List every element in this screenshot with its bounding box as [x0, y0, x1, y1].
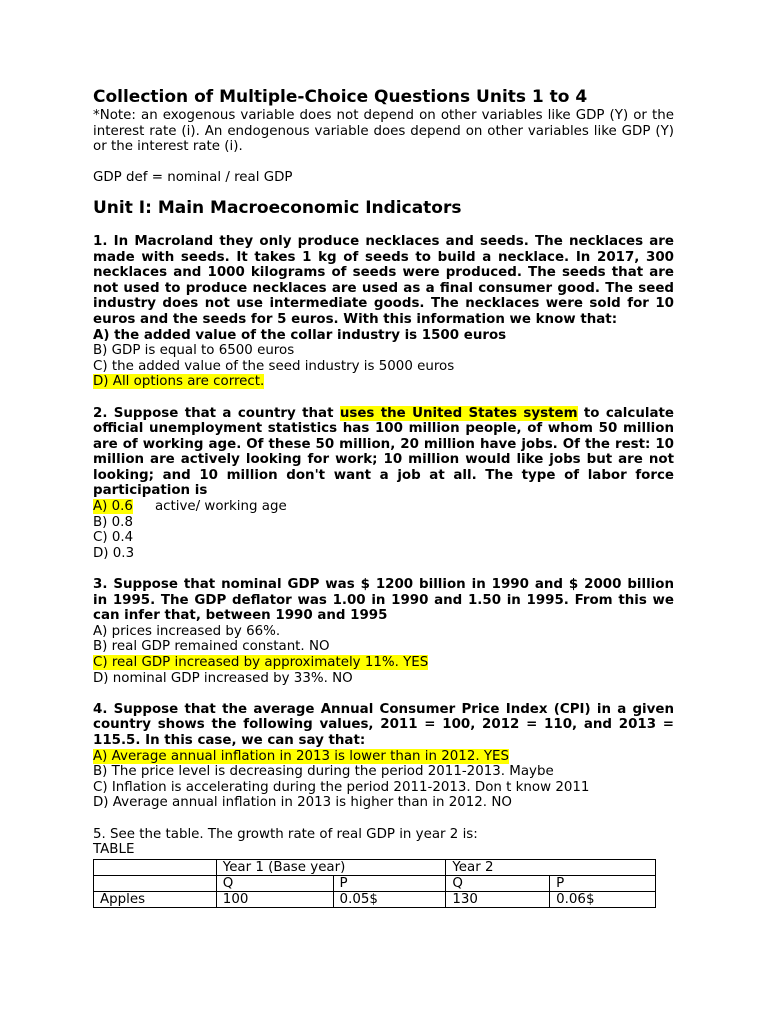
table-cell-item: Apples	[94, 891, 217, 907]
question-5-stem: 5. See the table. The growth rate of real GDP in year 2 is:	[93, 826, 478, 842]
table-row	[94, 875, 656, 891]
table-header-q: Q	[216, 875, 333, 891]
table-label: TABLE	[93, 842, 135, 858]
question-2-stem: 2. Suppose that a country that uses the United States system to calculate official unemployment statistics has 100 million people, of whom 50 million are of working age. Of these 50 million, 20 million have jobs. Of the rest: 10 million are actively looking for work; 10 million would like jobs but are not looking; and 10 million don't want a job at all. The type of labor force participation is	[93, 405, 674, 499]
question-2-option-c: C) 0.4	[93, 530, 134, 546]
table-cell: 100	[216, 891, 333, 907]
question-3-stem: 3. Suppose that nominal GDP was $ 1200 billion in 1990 and $ 2000 billion in 1995. The GDP deflator was 1.00 in 1990 and 1.50 in 1995. From this we can infer that, between 1990 and 1995	[93, 577, 674, 624]
question-3-option-c: C) real GDP increased by approximately 11%. YES	[93, 655, 429, 670]
question-2-option-b: B) 0.8	[93, 514, 133, 530]
table-cell: 130	[446, 891, 550, 907]
question-4-option-d: D) Average annual inflation in 2013 is higher than in 2012. NO	[93, 795, 512, 811]
question-2-option-a: A) 0.6	[93, 499, 133, 515]
table-row	[94, 891, 656, 907]
table-header-p: P	[550, 875, 656, 891]
document-title: Collection of Multiple-Choice Questions Units 1 to 4	[93, 87, 588, 107]
question-4-option-b: B) The price level is decreasing during the period 2011-2013. Maybe	[93, 764, 554, 780]
table-cell: 0.06$	[550, 891, 656, 907]
unit-heading: Unit I: Main Macroeconomic Indicators	[93, 197, 462, 218]
highlighted-phrase: uses the United States system	[339, 405, 578, 421]
question-4-option-a: A) Average annual inflation in 2013 is lower than in 2012. YES	[93, 748, 509, 764]
question-1-option-d: D) All options are correct.	[93, 374, 265, 390]
question-3-option-a: A) prices increased by 66%.	[93, 623, 281, 639]
question-3-option-d: D) nominal GDP increased by 33%. NO	[93, 670, 353, 686]
question-1-option-c: C) the added value of the seed industry is 5000 euros	[93, 358, 455, 374]
table-cell: 0.05$	[333, 891, 446, 907]
table-header-q: Q	[446, 875, 550, 891]
question-1-option-b: B) GDP is equal to 6500 euros	[93, 343, 295, 359]
gdp-deflator-formula: GDP def = nominal / real GDP	[93, 170, 293, 186]
gdp-table	[93, 859, 656, 908]
question-2-annotation: active/ working age	[154, 499, 287, 515]
table-header-year1: Year 1 (Base year)	[216, 859, 446, 875]
question-1-stem: 1. In Macroland they only produce necklaces and seeds. The necklaces are made with seeds. It takes 1 kg of seeds to build a necklace. In 2017, 300 necklaces and 1000 kilograms of seeds were produced. The seeds that are not used to produce necklaces are used as a final consumer good. The seed industry does not use intermediate goods. The necklaces were sold for 10 euros and the seeds for 5 euros. With this information we know that:	[93, 233, 674, 327]
question-3-option-b: B) real GDP remained constant. NO	[93, 639, 330, 655]
table-header-p: P	[333, 875, 446, 891]
document-page	[93, 86, 674, 908]
table-row	[94, 859, 656, 875]
question-2-option-d: D) 0.3	[93, 545, 135, 561]
question-1-option-a: A) the added value of the collar industry is 1500 euros	[93, 327, 507, 343]
question-4-stem: 4. Suppose that the average Annual Consumer Price Index (CPI) in a given country shows the following values, 2011 = 100, 2012 = 110, and 2013 = 115.5. In this case, we can say that:	[93, 701, 674, 748]
table-header-year2: Year 2	[446, 859, 656, 875]
question-4-option-c: C) Inflation is accelerating during the period 2011-2013. Don t know 2011	[93, 779, 590, 795]
variable-note: *Note: an exogenous variable does not depend on other variables like GDP (Y) or the interest rate (i). An endogenous variable does depend on other variables like GDP (Y) or the interest rate (i).	[93, 108, 674, 155]
